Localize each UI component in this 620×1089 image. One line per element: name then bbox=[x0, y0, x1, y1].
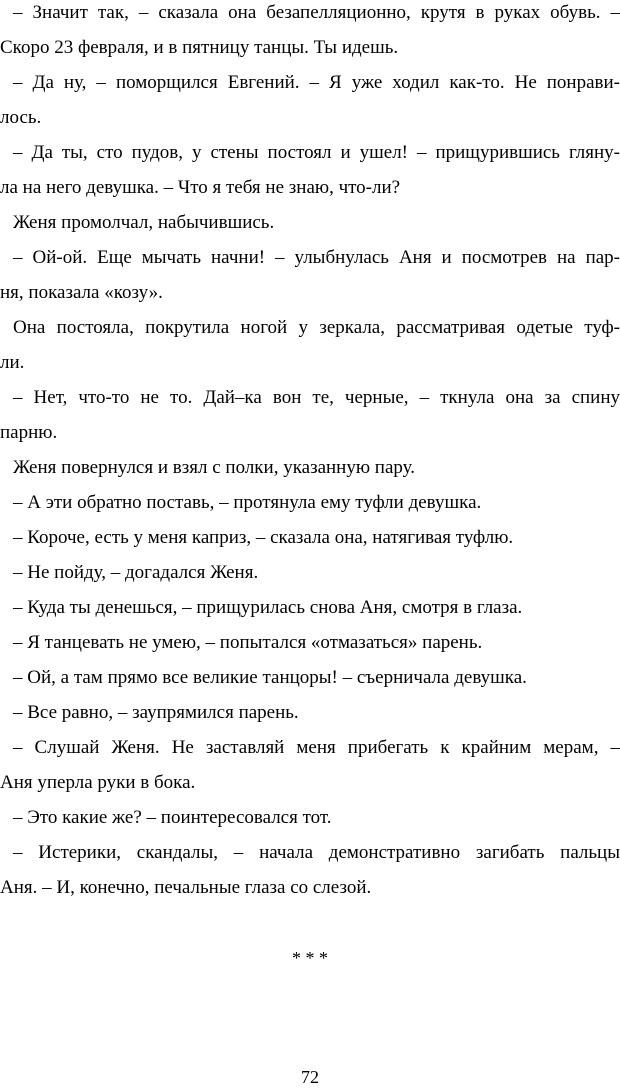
text-line-20: – Ой, а там прямо все великие танцоры! – съерничала девушка. bbox=[13, 667, 527, 688]
text-line-26: Аня. – И, конечно, печальные глаза со слезой. bbox=[0, 877, 372, 898]
text-line-18: – Куда ты денешься, – прищурилась снова Аня, смотря в глаза. bbox=[13, 597, 523, 618]
page-number: 72 bbox=[301, 1067, 319, 1087]
text-line-5: – Да ты, сто пудов, у стены постоял и ушел! – прищурившись гляну- bbox=[13, 142, 620, 163]
text-line-2: Скоро 23 февраля, и в пятницу танцы. Ты идешь. bbox=[0, 37, 399, 58]
text-line-23: Аня уперла руки в бока. bbox=[0, 772, 196, 793]
text-line-7: Женя промолчал, набычившись. bbox=[13, 212, 275, 233]
text-line-16: – Короче, есть у меня каприз, – сказала она, натягивая туфлю. bbox=[13, 527, 514, 548]
text-line-17: – Не пойду, – догадался Женя. bbox=[13, 562, 259, 583]
text-line-14: Женя повернулся и взял с полки, указанную пару. bbox=[13, 457, 415, 478]
text-line-15: – А эти обратно поставь, – протянула ему туфли девушка. bbox=[13, 492, 482, 513]
text-line-25: – Истерики, скандалы, – начала демонстративно загибать пальцы bbox=[13, 842, 620, 863]
text-line-10: Она постояла, покрутила ногой у зеркала, рассматривая одетые туф- bbox=[13, 317, 620, 338]
text-line-11: ли. bbox=[0, 352, 25, 373]
text-line-12: – Нет, что-то не то. Дай–ка вон те, черные, – ткнула она за спину bbox=[13, 387, 620, 408]
text-line-9: ня, показала «козу». bbox=[0, 282, 163, 303]
text-line-19: – Я танцевать не умею, – попытался «отмазаться» парень. bbox=[13, 632, 483, 653]
text-line-8: – Ой-ой. Еще мычать начни! – улыбнулась Аня и посмотрев на пар- bbox=[13, 247, 620, 268]
text-line-21: – Все равно, – заупрямился парень. bbox=[13, 702, 299, 723]
text-line-6: ла на него девушка. – Что я тебя не знаю, что-ли? bbox=[0, 177, 401, 198]
text-line-3: – Да ну, – поморщился Евгений. – Я уже ходил как-то. Не понрави- bbox=[13, 72, 620, 93]
text-line-13: парню. bbox=[0, 422, 58, 443]
text-line-24: – Это какие же? – поинтересовался тот. bbox=[13, 807, 332, 828]
section-separator: * * * bbox=[292, 948, 328, 968]
text-line-22: – Слушай Женя. Не заставляй меня прибегать к крайним мерам, – bbox=[13, 737, 620, 758]
text-line-4: лось. bbox=[0, 107, 42, 128]
text-line-1: – Значит так, – сказала она безапелляционно, крутя в руках обувь. – bbox=[13, 2, 620, 23]
